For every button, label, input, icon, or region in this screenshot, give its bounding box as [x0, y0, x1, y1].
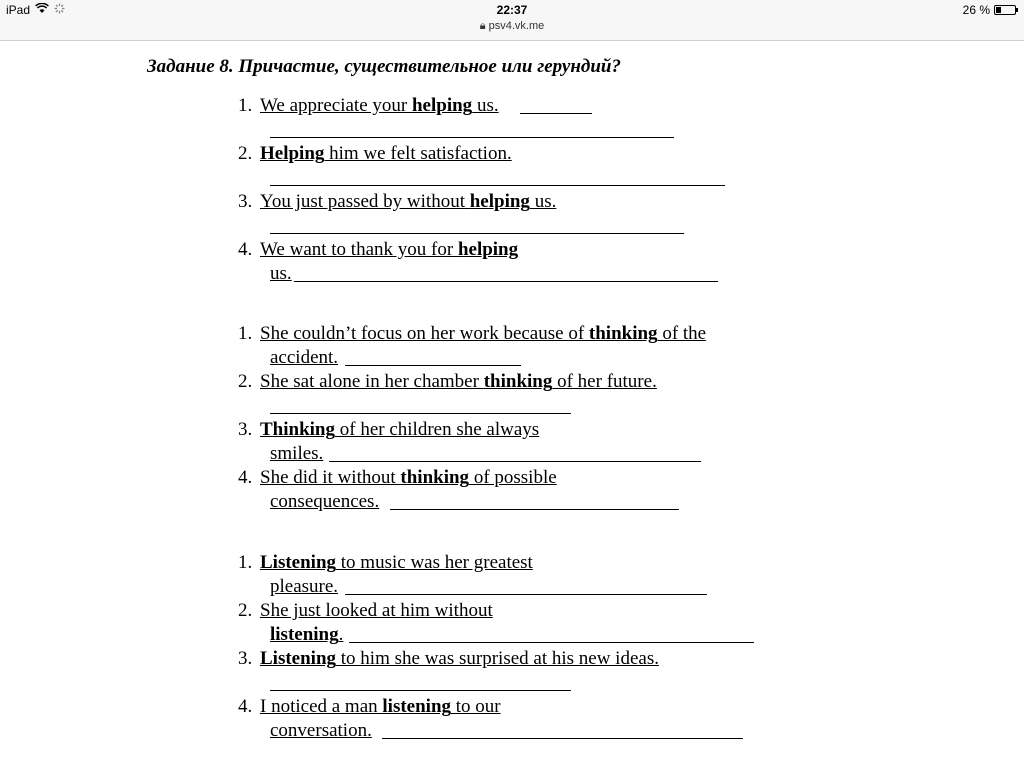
target-word: listening	[382, 696, 452, 717]
target-word: Helping	[260, 143, 325, 164]
item-number: 1.	[238, 95, 253, 116]
lock-icon: 🔒︎	[479, 20, 486, 32]
sentence-text	[260, 695, 501, 719]
target-word: Thinking	[260, 419, 335, 440]
continuation-text: .	[338, 624, 344, 645]
sentence-before: You just passed by without	[260, 191, 470, 212]
battery-icon	[994, 5, 1016, 15]
sentence-after: to him she was surprised at his new ideas.	[336, 648, 659, 669]
answer-blank[interactable]	[329, 461, 701, 462]
page-title: Задание 8. Причастие, существительное или герундий?	[147, 56, 621, 77]
sentence-after: of her future.	[552, 371, 657, 392]
target-word: listening	[270, 624, 339, 645]
sentence-text	[260, 370, 657, 394]
sentence-text	[260, 466, 557, 490]
answer-blank[interactable]	[294, 281, 718, 282]
target-word: helping	[457, 239, 519, 260]
status-bar	[0, 0, 1024, 41]
continuation-text: smiles.	[270, 443, 324, 464]
item-number: 3.	[238, 419, 253, 440]
continuation-text: pleasure.	[270, 576, 339, 597]
sentence-continuation	[270, 262, 292, 286]
continuation-text: us.	[270, 263, 292, 284]
answer-blank[interactable]	[349, 642, 754, 643]
sentence-text	[260, 599, 493, 623]
target-word: helping	[469, 191, 530, 212]
sentence-continuation	[270, 442, 323, 466]
target-word: thinking	[588, 323, 658, 344]
sentence-continuation	[270, 490, 379, 514]
answer-blank[interactable]	[345, 365, 521, 366]
sentence-after: us.	[472, 95, 499, 116]
answer-blank[interactable]	[345, 594, 707, 595]
sentence-text	[260, 418, 539, 442]
target-word: thinking	[400, 467, 470, 488]
sentence-after: him we felt satisfaction.	[324, 143, 512, 164]
sentence-after: to music was her greatest	[336, 552, 533, 573]
answer-blank[interactable]	[270, 137, 674, 138]
sentence-after: of her children she always	[335, 419, 540, 440]
target-word: helping	[411, 95, 473, 116]
clock: 22:37	[496, 3, 528, 17]
sentence-before: We want to thank you for	[260, 239, 458, 260]
status-right	[963, 3, 1016, 17]
item-number: 2.	[238, 371, 253, 392]
target-word: Listening	[260, 552, 337, 573]
answer-blank[interactable]	[270, 233, 684, 234]
device-name: iPad	[6, 3, 31, 17]
battery-percent: 26 %	[962, 3, 990, 17]
item-number: 1.	[238, 323, 253, 344]
answer-blank[interactable]	[270, 185, 725, 186]
item-number: 4.	[238, 696, 253, 717]
target-word: thinking	[483, 371, 553, 392]
sentence-before: She couldn’t focus on her work because of	[260, 323, 589, 344]
answer-blank[interactable]	[390, 509, 679, 510]
answer-blank[interactable]	[270, 413, 571, 414]
sentence-after: of the	[657, 323, 707, 344]
url-text[interactable]: psv4.vk.me	[488, 20, 545, 32]
sentence-text	[260, 142, 512, 166]
answer-blank[interactable]	[520, 113, 592, 114]
answer-blank[interactable]	[382, 738, 743, 739]
sentence-text	[260, 94, 499, 118]
item-number: 3.	[238, 191, 253, 212]
item-number: 4.	[238, 467, 253, 488]
item-number: 4.	[238, 239, 253, 260]
sentence-after: to our	[451, 696, 501, 717]
item-number: 3.	[238, 648, 253, 669]
sentence-continuation	[270, 575, 338, 599]
sentence-text	[260, 551, 533, 575]
item-number: 2.	[238, 143, 253, 164]
item-number: 1.	[238, 552, 253, 573]
sentence-before: She just looked at him without	[260, 600, 493, 621]
url-bar[interactable]	[0, 20, 1024, 33]
sentence-continuation	[270, 719, 372, 743]
sentence-before: She sat alone in her chamber	[260, 371, 484, 392]
sentence-text	[260, 647, 659, 671]
item-number: 2.	[238, 600, 253, 621]
answer-blank[interactable]	[270, 690, 571, 691]
sentence-before: She did it without	[260, 467, 401, 488]
sentence-continuation	[270, 623, 343, 647]
sentence-text	[260, 238, 518, 262]
continuation-text: conversation.	[270, 720, 372, 741]
sentence-after: us.	[529, 191, 557, 212]
continuation-text: consequences.	[270, 491, 380, 512]
document	[0, 40, 1024, 768]
sentence-before: We appreciate your	[260, 95, 412, 116]
target-word: Listening	[260, 648, 337, 669]
sentence-text	[260, 190, 556, 214]
continuation-text: accident.	[270, 347, 339, 368]
sentence-after: of possible	[469, 467, 557, 488]
sentence-text	[260, 322, 706, 346]
sentence-continuation	[270, 346, 338, 370]
sentence-before: I noticed a man	[260, 696, 383, 717]
